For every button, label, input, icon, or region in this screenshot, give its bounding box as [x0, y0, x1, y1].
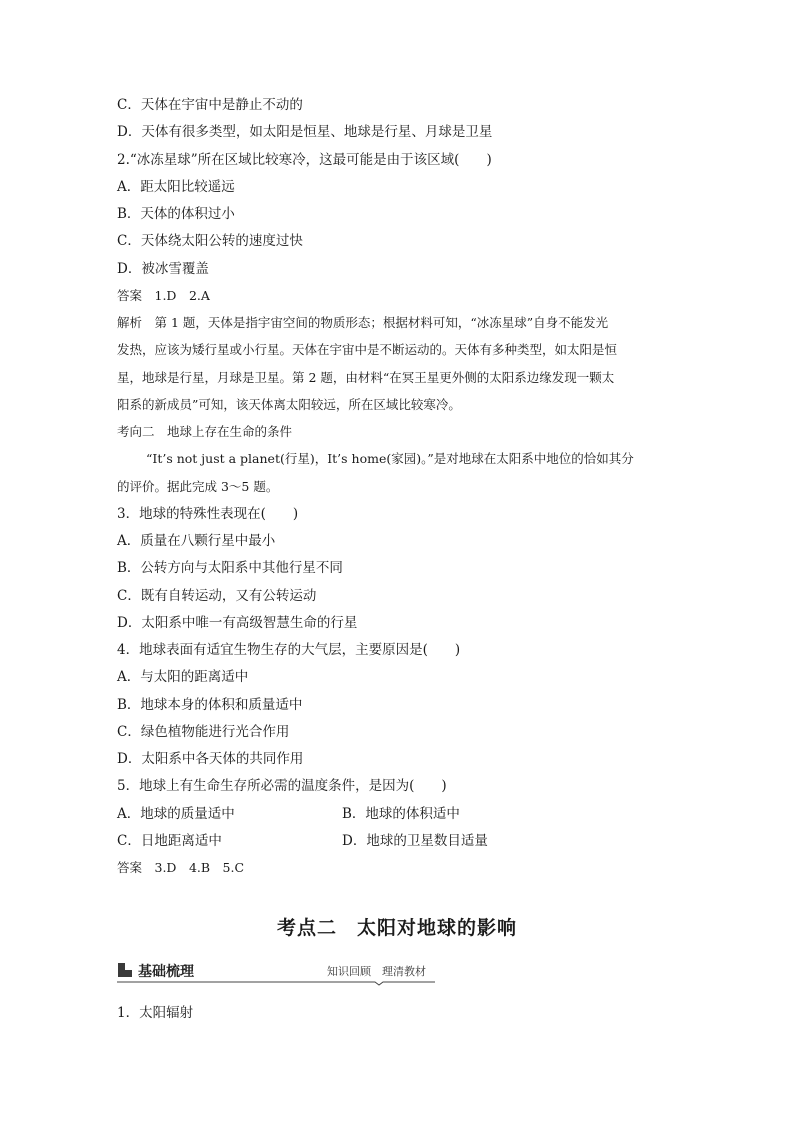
option-d-q2: D．被冰雪覆盖	[117, 261, 209, 277]
option-c-q1: C．天体在宇宙中是静止不动的	[117, 97, 303, 113]
banner-subtitle: 知识回顾 理清教材	[327, 965, 426, 978]
answer-3-5: 答案 3.D 4.B 5.C	[117, 860, 245, 875]
material-line-1: “It’s not just a planet(行星)，It’s home(家园)。”是对地球在太阳系中地位的恰如其分	[146, 451, 634, 466]
basics-banner	[117, 958, 435, 986]
answer-1-2: 答案 1.D 2.A	[117, 288, 210, 303]
option-d-q4: D．太阳系中各天体的共同作用	[117, 751, 304, 767]
option-a-q4: A．与太阳的距离适中	[117, 669, 249, 685]
topic-heading: 考向二 地球上存在生命的条件	[117, 424, 293, 439]
analysis-line-2: 发热，应该为矮行星或小行星。天体在宇宙中是不断运动的。天体有多种类型，如太阳是恒	[117, 342, 618, 357]
option-a-q3: A．质量在八颗行星中最小	[117, 533, 276, 549]
subheading-solar-radiation: 1．太阳辐射	[117, 1005, 194, 1021]
analysis-line-4: 阳系的新成员”可知，该天体离太阳较远，所在区域比较寒冷。	[117, 397, 461, 412]
analysis-line-3: 星，地球是行星，月球是卫星。第 2 题，由材料“在冥王星更外侧的太阳系边缘发现一颗太	[117, 370, 615, 385]
question-4: 4．地球表面有适宜生物生存的大气层，主要原因是( )	[117, 642, 461, 658]
section-title: 考点二 太阳对地球的影响	[276, 917, 517, 939]
option-c-q5: C．日地距离适中	[117, 833, 222, 849]
analysis-line-1: 解析 第 1 题，天体是指宇宙空间的物质形态；根据材料可知，“冰冻星球”自身不能发光	[117, 315, 609, 330]
option-b-q4: B．地球本身的体积和质量适中	[117, 697, 303, 713]
question-2: 2.“冰冻星球”所在区域比较寒冷，这最可能是由于该区域( )	[117, 152, 492, 168]
option-b-q5: B．地球的体积适中	[342, 806, 460, 822]
material-line-2: 的评价。据此完成 3～5 题。	[117, 479, 279, 494]
banner-rule-notch	[117, 978, 435, 986]
option-a-q5: A．地球的质量适中	[117, 806, 235, 822]
banner-title: 基础梳理	[138, 964, 194, 980]
option-b-q3: B．公转方向与太阳系中其他行星不同	[117, 560, 343, 576]
option-c-q2: C．天体绕太阳公转的速度过快	[117, 233, 303, 249]
option-b-q2: B．天体的体积过小	[117, 206, 235, 222]
question-3: 3．地球的特殊性表现在( )	[117, 506, 299, 522]
question-5: 5．地球上有生命生存所必需的温度条件，是因为( )	[117, 778, 447, 794]
option-d-q3: D．太阳系中唯一有高级智慧生命的行星	[117, 615, 358, 631]
square-icon-notch	[125, 963, 132, 970]
option-c-q3: C．既有自转运动，又有公转运动	[117, 588, 317, 604]
option-c-q4: C．绿色植物能进行光合作用	[117, 724, 290, 740]
option-a-q2: A．距太阳比较遥远	[117, 179, 235, 195]
option-d-q1: D．天体有很多类型，如太阳是恒星、地球是行星、月球是卫星	[117, 124, 493, 140]
option-d-q5: D．地球的卫星数目适量	[342, 833, 488, 849]
